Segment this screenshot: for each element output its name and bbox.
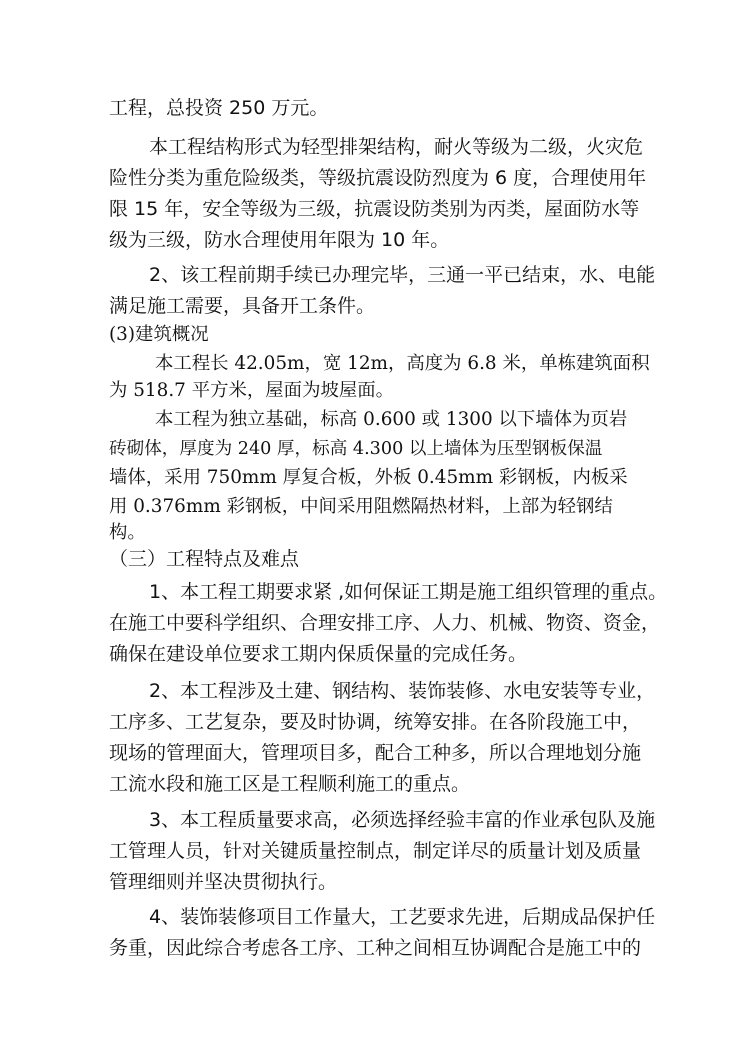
text-line: 工程，总投资 250 万元。 bbox=[109, 97, 329, 119]
text-line: 构。 bbox=[109, 522, 146, 543]
text-line: 工管理人员，针对关键质量控制点，制定详尽的质量计划及质量 bbox=[109, 840, 642, 862]
text-line: 险性分类为重危险级类，等级抗震设防烈度为 6 度，合理使用年 bbox=[109, 167, 647, 189]
text-line: 管理细则并坚决贯彻执行。 bbox=[109, 871, 338, 893]
text-line: 3、本工程质量要求高，必须选择经验丰富的作业承包队及施 bbox=[149, 809, 656, 831]
text-line: 满足施工需要，具备开工条件。 bbox=[109, 295, 376, 317]
text-line: 砖砌体，厚度为 240 厚，标高 4.300 以上墙体为压型钢板保温 bbox=[109, 439, 603, 459]
text-line: 4、装饰装修项目工作量大，工艺要求先进，后期成品保护任 bbox=[149, 906, 656, 928]
text-line: 2、本工程涉及土建、钢结构、装饰装修、水电安装等专业， bbox=[149, 680, 656, 702]
section-heading: (3)建筑概况 bbox=[109, 324, 209, 345]
text-line: 工流水段和施工区是工程顺利施工的重点。 bbox=[109, 773, 471, 795]
text-line: 工序多、工艺复杂，要及时协调，统筹安排。在各阶段施工中， bbox=[109, 711, 642, 733]
text-line: 本工程为独立基础，标高 0.600 或 1300 以下墙体为页岩 bbox=[155, 409, 628, 430]
text-line: 限 15 年，安全等级为三级，抗震设防类别为丙类，屋面防水等 bbox=[109, 198, 640, 220]
text-line: 确保在建设单位要求工期内保质保量的完成任务。 bbox=[109, 643, 528, 665]
text-line: 务重，因此综合考虑各工序、工种之间相互协调配合是施工中的 bbox=[109, 937, 642, 959]
text-line: 2、该工程前期手续已办理完毕，三通一平已结束，水、电能 bbox=[149, 264, 656, 286]
text-line: 本工程结构形式为轻型排架结构，耐火等级为二级，火灾危 bbox=[149, 136, 644, 158]
text-line: 本工程长 42.05m，宽 12m，高度为 6.8 米，单栋建筑面积 bbox=[155, 353, 650, 374]
text-line: 1、本工程工期要求紧 ,如何保证工期是施工组织管理的重点。 bbox=[149, 581, 668, 603]
text-line: 墙体，采用 750mm 厚复合板，外板 0.45mm 彩钢板，内板采 bbox=[109, 467, 628, 488]
text-line: 为 518.7 平方米，屋面为坡屋面。 bbox=[109, 380, 395, 401]
text-line: 在施工中要科学组织、合理安排工序、人力、机械、物资、资金， bbox=[109, 612, 661, 634]
text-line: 现场的管理面大，管理项目多，配合工种多，所以合理地划分施 bbox=[109, 742, 642, 764]
section-heading: （三）工程特点及难点 bbox=[109, 548, 300, 570]
text-line: 级为三级，防水合理使用年限为 10 年。 bbox=[109, 229, 450, 251]
text-line: 用 0.376mm 彩钢板，中间采用阻燃隔热材料，上部为轻钢结 bbox=[109, 496, 613, 517]
